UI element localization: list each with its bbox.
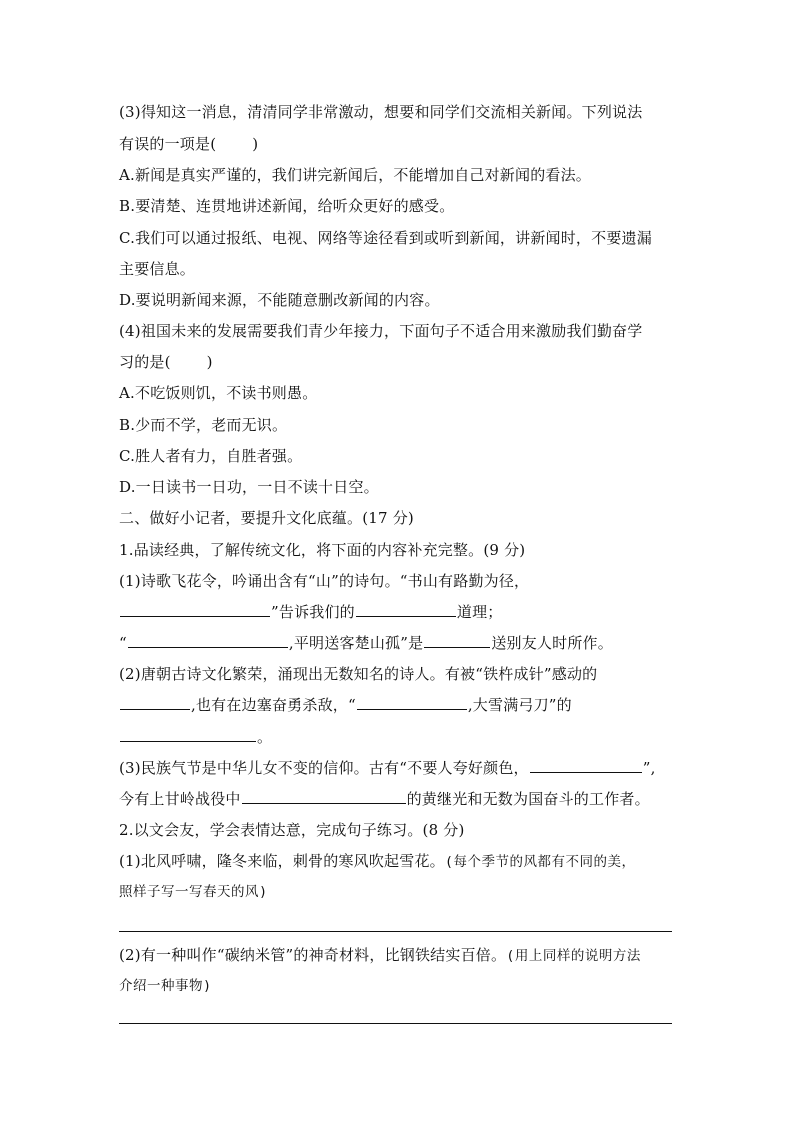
- part1-q2-line1: (2)唐朝古诗文化繁荣，涌现出无数知名的诗人。有被“铁杵成针”感动的: [119, 665, 598, 683]
- part1-q1-line2: [119, 602, 502, 622]
- q4-option-d: D.一日读书一日功，一日不读十日空。: [119, 478, 379, 496]
- q4-paren-close: ): [206, 353, 213, 371]
- q4-stem-line1: (4)祖国未来的发展需要我们青少年接力，下面句子不适合用来激励我们勤奋学: [119, 322, 643, 340]
- q3-option-d: D.要说明新闻来源，不能随意删改新闻的内容。: [119, 291, 440, 309]
- q3-option-a: A.新闻是真实严谨的，我们讲完新闻后，不能增加自己对新闻的看法。: [119, 166, 592, 184]
- part1-q3-line1-text-b: ”,: [642, 759, 656, 777]
- fill-blank[interactable]: [357, 695, 467, 710]
- fill-blank[interactable]: [356, 602, 456, 617]
- q4-option-b: B.少而不学，老而无识。: [119, 416, 288, 434]
- part2-q2-line1: [119, 945, 641, 966]
- q3-stem-line2-text: 有误的一项是(: [119, 135, 217, 153]
- part1-q3-line2-text-a: 今有上甘岭战役中: [119, 790, 241, 808]
- fill-blank[interactable]: [128, 633, 288, 648]
- part1-q1-line3-quote: “: [119, 634, 127, 652]
- q3-stem-line2: [119, 134, 258, 154]
- part1-q2-line2-text-b: ,大雪满弓刀”的: [467, 696, 572, 714]
- part2-q2-instruction-line2: 介绍一种事物): [119, 978, 212, 994]
- part2-q2-instruction: (用上同样的说明方法: [506, 948, 641, 964]
- fill-blank[interactable]: [120, 695, 190, 710]
- q4-stem-line2-text: 习的是(: [119, 353, 171, 371]
- part1-title: 1.品读经典，了解传统文化，将下面的内容补充完整。(9 分): [119, 541, 526, 559]
- part1-q1-line2-text-a: ”告诉我们的: [271, 603, 355, 621]
- fill-blank[interactable]: [242, 789, 406, 804]
- fill-blank[interactable]: [120, 602, 270, 617]
- part1-q2-line2-text-a: ,也有在边塞奋勇杀敌，“: [191, 696, 356, 714]
- section2-heading: 二、做好小记者，要提升文化底蕴。(17 分): [119, 509, 414, 527]
- part1-q3-line2-text-b: 的黄继光和无数为国奋斗的工作者。: [406, 790, 650, 808]
- q3-option-b: B.要清楚、连贯地讲述新闻，给听众更好的感受。: [119, 197, 455, 215]
- part2-q1-text: (1)北风呼啸，隆冬来临，刺骨的寒风吹起雪花。: [119, 852, 445, 870]
- part1-q1-line3-text-b: ,平明送客楚山孤”是: [288, 634, 424, 652]
- part1-q1-line1: (1)诗歌飞花令，吟诵出含有“山”的诗句。“书山有路勤为径，: [119, 572, 530, 590]
- part2-q2-text: (2)有一种叫作“碳纳米管”的神奇材料，比钢铁结实百倍。: [119, 946, 507, 964]
- part1-q1-line3: [119, 633, 613, 653]
- part1-q2-line3: [119, 727, 272, 747]
- q4-option-c: C.胜人者有力，自胜者强。: [119, 447, 303, 465]
- part2-q1-line1: [119, 851, 636, 872]
- part1-q3-line2: [119, 789, 650, 809]
- answer-line[interactable]: [119, 1023, 672, 1024]
- part1-q1-line3-text-c: 送别友人时所作。: [491, 634, 613, 652]
- q3-paren-close: ): [252, 135, 259, 153]
- part1-q1-line2-text-b: 道理；: [456, 603, 503, 621]
- q4-option-a: A.不吃饭则饥，不读书则愚。: [119, 384, 318, 402]
- part2-q1-instruction-line2: 照样子写一写春天的风): [119, 884, 268, 900]
- part1-q3-line1-text-a: (3)民族气节是中华儿女不变的信仰。古有“不要人夸好颜色，: [119, 759, 529, 777]
- q3-option-c-line1: C.我们可以通过报纸、电视、网络等途径看到或听到新闻，讲新闻时，不要遗漏: [119, 229, 652, 247]
- fill-blank[interactable]: [424, 633, 490, 648]
- part1-q3-line1: [119, 758, 656, 778]
- part2-title: 2.以文会友，学会表情达意，完成句子练习。(8 分): [119, 821, 465, 839]
- q4-stem-line2: [119, 352, 213, 372]
- fill-blank[interactable]: [120, 727, 256, 742]
- q3-option-c-line2: 主要信息。: [119, 260, 196, 278]
- q3-stem-line1: (3)得知这一消息，清清同学非常激动，想要和同学们交流相关新闻。下列说法: [119, 103, 643, 121]
- answer-line[interactable]: [119, 931, 672, 932]
- part1-q2-line2: [119, 695, 572, 715]
- fill-blank[interactable]: [530, 758, 642, 773]
- part1-q2-line3-text: 。: [257, 728, 273, 746]
- part2-q1-instruction: (每个季节的风都有不同的美，: [444, 854, 636, 870]
